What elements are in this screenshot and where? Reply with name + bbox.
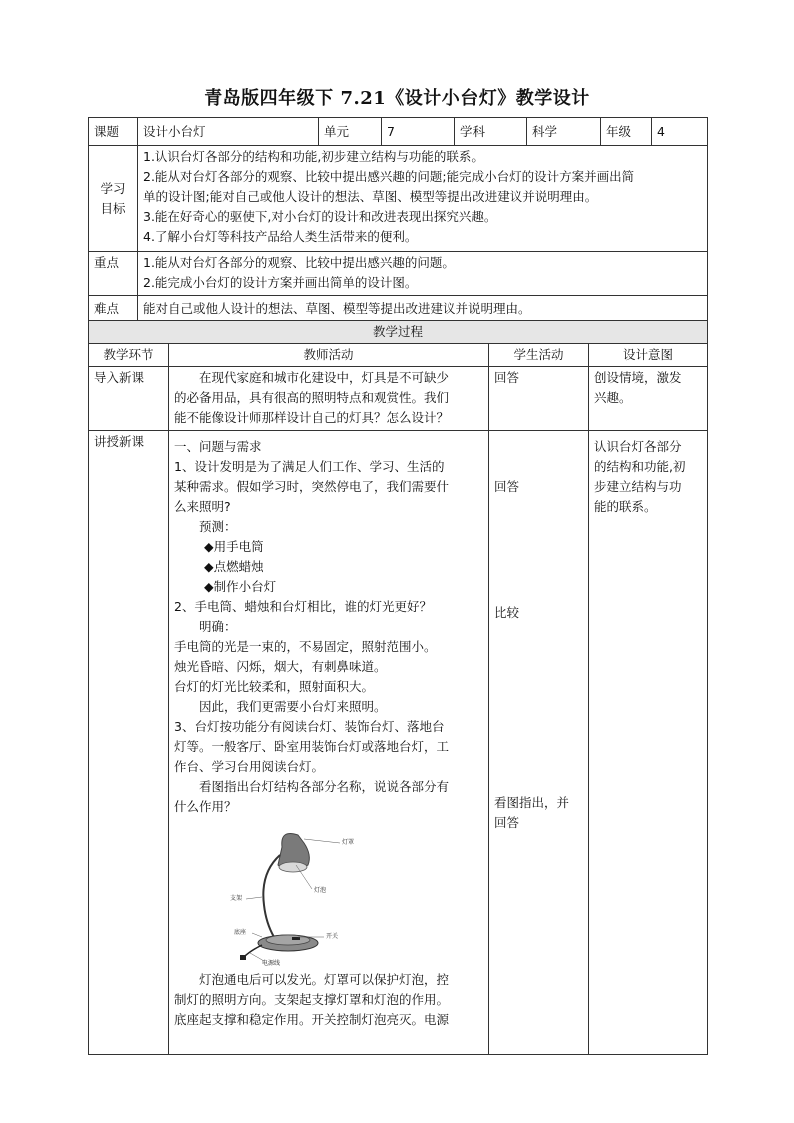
key-point-line: 2.能完成小台灯的设计方案并画出简单的设计图。 <box>143 275 418 290</box>
process-header-row <box>89 321 708 344</box>
difficulty-row <box>89 296 708 322</box>
bullet-item: ◆用手电筒 <box>204 539 264 554</box>
section-heading: 一、问题与需求 <box>174 439 262 454</box>
info-row <box>89 118 708 146</box>
unit-label: 单元 <box>319 118 382 146</box>
lecture-row <box>89 431 708 1055</box>
lecture-teacher: 一、问题与需求 1、设计发明是为了满足人们工作、学习、生活的 某种需求。假如学习时，突然停电了，我们需要什 么来照明? 预测： ◆用手电筒 ◆点燃蜡烛 ◆制作小台灯 2、手电筒、蜡烛和台灯相比，谁的灯光更好？ 明确： 手电筒的光是一束的，不易固定，照射范围小。 烛光昏暗、闪烁，烟大，有刺鼻味道。 台灯的灯光比较柔和，照射面积大。 因此，我们更需要小台灯来照明。 3、台灯按功能分有阅读台灯、装饰台灯、落地台 灯等。一般客厅、卧室用装饰台灯或落地台灯，工 作台、学习台用阅读台灯。 看图指出台灯结构各部分名称，说说各部分有 什么作用？ 灯罩 灯泡 支架 底座 开关 电源线 灯泡通电后可以发光。灯罩可以保护灯泡，控 制灯的照明方向。支架起支撑灯罩和灯泡的作用。 底座起支撑和稳定作用。开关控制灯泡亮灭。电源 <box>169 431 489 1055</box>
lecture-stage: 讲授新课 <box>89 431 169 1055</box>
grade-label: 年级 <box>601 118 652 146</box>
col-stage: 教学环节 <box>89 344 169 367</box>
intro-student: 回答 <box>489 367 589 431</box>
unit-value: 7 <box>382 118 455 146</box>
lesson-info-table <box>88 117 708 322</box>
goal-line: 4.了解小台灯等科技产品给人类生活带来的便利。 <box>143 229 418 244</box>
lamp-label-shade: 灯罩 <box>342 839 355 846</box>
process-header: 教学过程 <box>89 321 708 344</box>
bullet-item: ◆点燃蜡烛 <box>204 559 264 574</box>
intro-row <box>89 367 708 431</box>
topic-value: 设计小台灯 <box>138 118 319 146</box>
key-points-content <box>138 252 708 296</box>
lecture-intent: 认识台灯各部分 的结构和功能,初 步建立结构与功 能的联系。 <box>589 431 708 1055</box>
intro-stage: 导入新课 <box>89 367 169 431</box>
page-title: 青岛版四年级下 7.21《设计小台灯》教学设计 <box>204 88 590 109</box>
grade-value: 4 <box>652 118 708 146</box>
lamp-label-stand: 支架 <box>230 895 243 902</box>
process-columns-row <box>89 344 708 367</box>
lamp-label-switch: 开关 <box>326 933 339 940</box>
subject-label: 学科 <box>455 118 527 146</box>
intro-teacher: 在现代家庭和城市化建设中，灯具是不可缺少 的必备用品，具有很高的照明特点和观赏性。我们 能不能像设计师那样设计自己的灯具？怎么设计？ <box>169 367 489 431</box>
goal-line: 1.认识台灯各部分的结构和功能,初步建立结构与功能的联系。 <box>143 149 484 164</box>
goals-row <box>89 146 708 252</box>
intro-intent: 创设情境，激发 兴趣。 <box>589 367 708 431</box>
student-observe: 看图指出，并 <box>494 795 570 810</box>
desk-lamp-icon <box>240 825 380 970</box>
desk-lamp-diagram <box>230 825 380 970</box>
goal-line: 3.能在好奇心的驱使下,对小台灯的设计和改进表现出探究兴趣。 <box>143 209 497 224</box>
lamp-label-bulb: 灯泡 <box>314 887 327 894</box>
goal-line: 单的设计图;能对自己或他人设计的想法、草图、模型等提出改进建议并说明理由。 <box>143 189 598 204</box>
difficulty-label: 难点 <box>89 296 138 322</box>
col-intent: 设计意图 <box>589 344 708 367</box>
col-teacher: 教师活动 <box>169 344 489 367</box>
key-points-label: 重点 <box>89 252 138 296</box>
col-student: 学生活动 <box>489 344 589 367</box>
process-table <box>88 320 708 1055</box>
goal-line: 2.能从对台灯各部分的观察、比较中提出感兴趣的问题;能完成小台灯的设计方案并画出简 <box>143 169 635 184</box>
bullet-item: ◆制作小台灯 <box>204 579 277 594</box>
key-point-line: 1.能从对台灯各部分的观察、比较中提出感兴趣的问题。 <box>143 255 455 270</box>
topic-label: 课题 <box>89 118 138 146</box>
lamp-label-base: 底座 <box>234 929 247 936</box>
subject-value: 科学 <box>527 118 601 146</box>
student-compare: 比较 <box>494 605 520 620</box>
goals-content <box>138 146 708 252</box>
lecture-student: 回答 比较 看图指出，并 回答 <box>489 431 589 1055</box>
lamp-label-cord: 电源线 <box>262 960 281 967</box>
key-points-row <box>89 252 708 296</box>
student-answer: 回答 <box>494 479 520 494</box>
difficulty-content: 能对自己或他人设计的想法、草图、模型等提出改进建议并说明理由。 <box>138 296 708 322</box>
goals-label: 学习 目标 <box>89 146 138 252</box>
